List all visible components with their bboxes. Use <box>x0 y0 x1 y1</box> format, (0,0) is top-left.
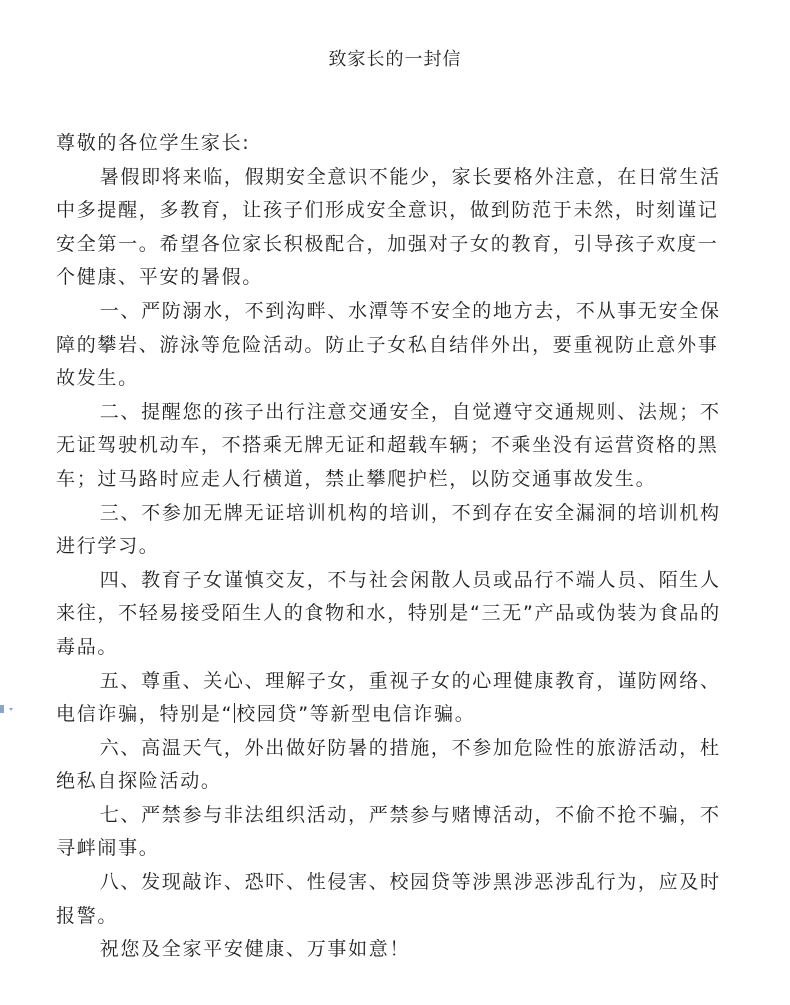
letter-body[interactable] <box>56 127 738 967</box>
letter-title: 致家长的一封信 <box>328 49 462 70</box>
salutation[interactable]: 尊敬的各位学生家长: <box>56 132 251 154</box>
paragraph-marker-icon[interactable] <box>0 700 14 712</box>
safety-item-6[interactable]: 六、高温天气，外出做好防暑的措施，不参加危险性的旅游活动，杜绝私自探险活动。 <box>56 736 721 793</box>
safety-item-1[interactable]: 一、严防溺水，不到沟畔、水潭等不安全的地方去，不从事无安全保障的攀岩、游泳等危险活动。防止子女私自结伴外出，要重视防止意外事故发生。 <box>56 299 721 390</box>
safety-item-5-text-before-cursor: 五、尊重、关心、理解子女，重视子女的心理健康教育，谨防网络、电信诈骗，特别是“ <box>56 669 721 726</box>
safety-item-5-text-after-cursor: 校园贷”等新型电信诈骗。 <box>236 703 476 726</box>
safety-item-2[interactable]: 二、提醒您的孩子出行注意交通安全，自觉遵守交通规则、法规；不无证驾驶机动车，不搭乘无牌无证和超载车辆；不乘坐没有运营资格的黑车；过马路时应走人行横道，禁止攀爬护栏，以防交通事故发生。 <box>56 400 721 490</box>
safety-item-4[interactable]: 四、教育子女谨慎交友，不与社会闲散人员或品行不端人员、陌生人来往，不轻易接受陌生人的食物和水，特别是“三无”产品或伪装为食品的毒品。 <box>56 568 721 658</box>
safety-item-7[interactable]: 七、严禁参与非法组织活动，严禁参与赌博活动，不偷不抢不骗，不寻衅闹事。 <box>56 803 721 860</box>
text-cursor <box>234 703 235 723</box>
safety-item-8[interactable]: 八、发现敲诈、恐吓、性侵害、校园贷等涉黑涉恶涉乱行为，应及时报警。 <box>56 871 721 927</box>
closing-line[interactable]: 祝您及全家平安健康、万事如意！ <box>99 938 411 961</box>
intro-paragraph[interactable]: 暑假即将来临，假期安全意识不能少，家长要格外注意，在日常生活中多提醒，多教育，让孩子们形成安全意识，做到防范于未然，时刻谨记安全第一。希望各位家长积极配合，加强对子女的教育，引导孩子欢度一个健康、平安的暑假。 <box>56 165 721 289</box>
safety-item-5[interactable] <box>56 665 738 732</box>
safety-item-3[interactable]: 三、不参加无牌无证培训机构的培训，不到存在安全漏洞的培训机构进行学习。 <box>56 501 721 558</box>
